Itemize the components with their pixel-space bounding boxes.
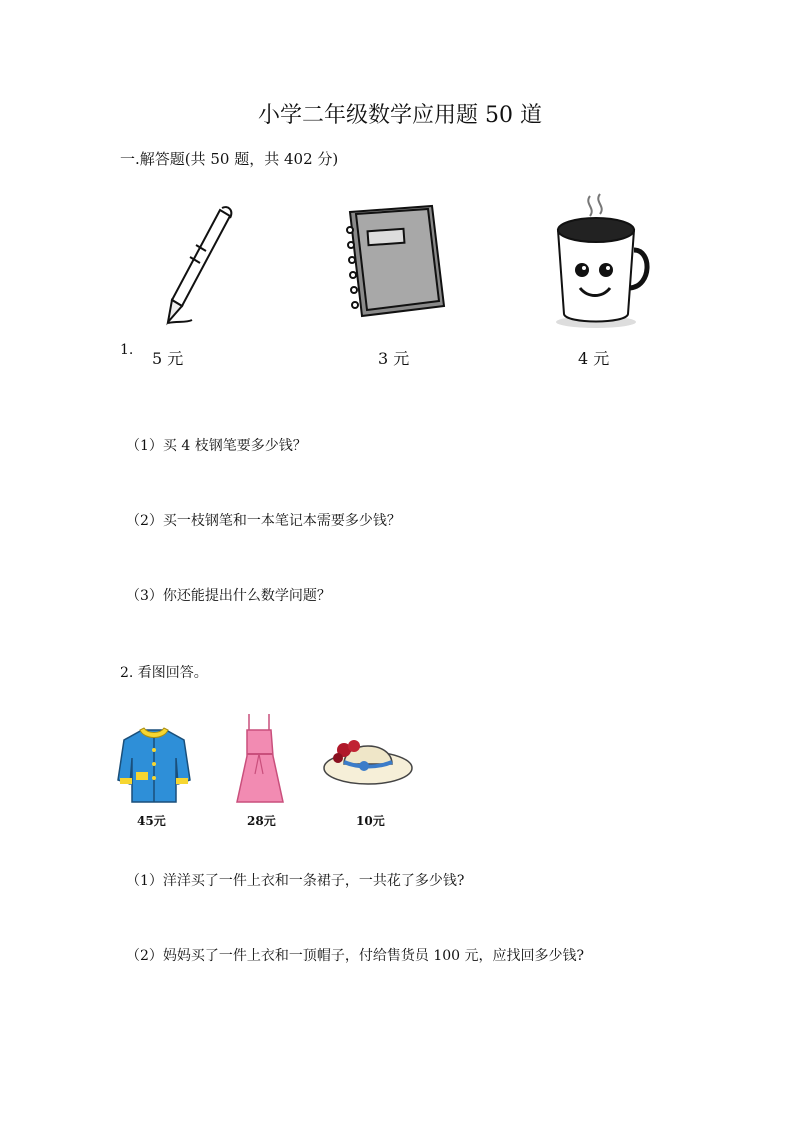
q1-sub-1: （1）买 4 枝钢笔要多少钱？	[126, 438, 307, 454]
pen-icon	[150, 205, 240, 330]
dress-price: 28元	[247, 814, 276, 828]
dress-icon	[235, 712, 285, 806]
q1-sub-3: （3）你还能提出什么数学问题？	[126, 588, 331, 604]
section-heading: 一.解答题(共 50 题，共 402 分)	[120, 150, 339, 168]
q2-sub-2: （2）妈妈买了一件上衣和一顶帽子，付给售货员 100 元，应找回多少钱?	[126, 948, 585, 964]
q1-sub-2: （2）买一枝钢笔和一本笔记本需要多少钱？	[126, 513, 401, 529]
pen-price: 5 元	[152, 349, 184, 368]
notebook-price: 3 元	[378, 349, 410, 368]
page-title: 小学二年级数学应用题 50 道	[258, 103, 542, 128]
mug-price: 4 元	[578, 349, 610, 368]
hat-price: 10元	[356, 814, 385, 828]
mug-icon	[548, 190, 653, 330]
question-1-number: 1.	[120, 342, 134, 358]
jacket-icon	[118, 724, 190, 804]
jacket-price: 45元	[137, 814, 166, 828]
notebook-icon	[338, 200, 448, 325]
question-2-label: 2. 看图回答。	[120, 665, 208, 681]
hat-icon	[322, 732, 414, 788]
q2-sub-1: （1）洋洋买了一件上衣和一条裙子，一共花了多少钱?	[126, 873, 465, 889]
